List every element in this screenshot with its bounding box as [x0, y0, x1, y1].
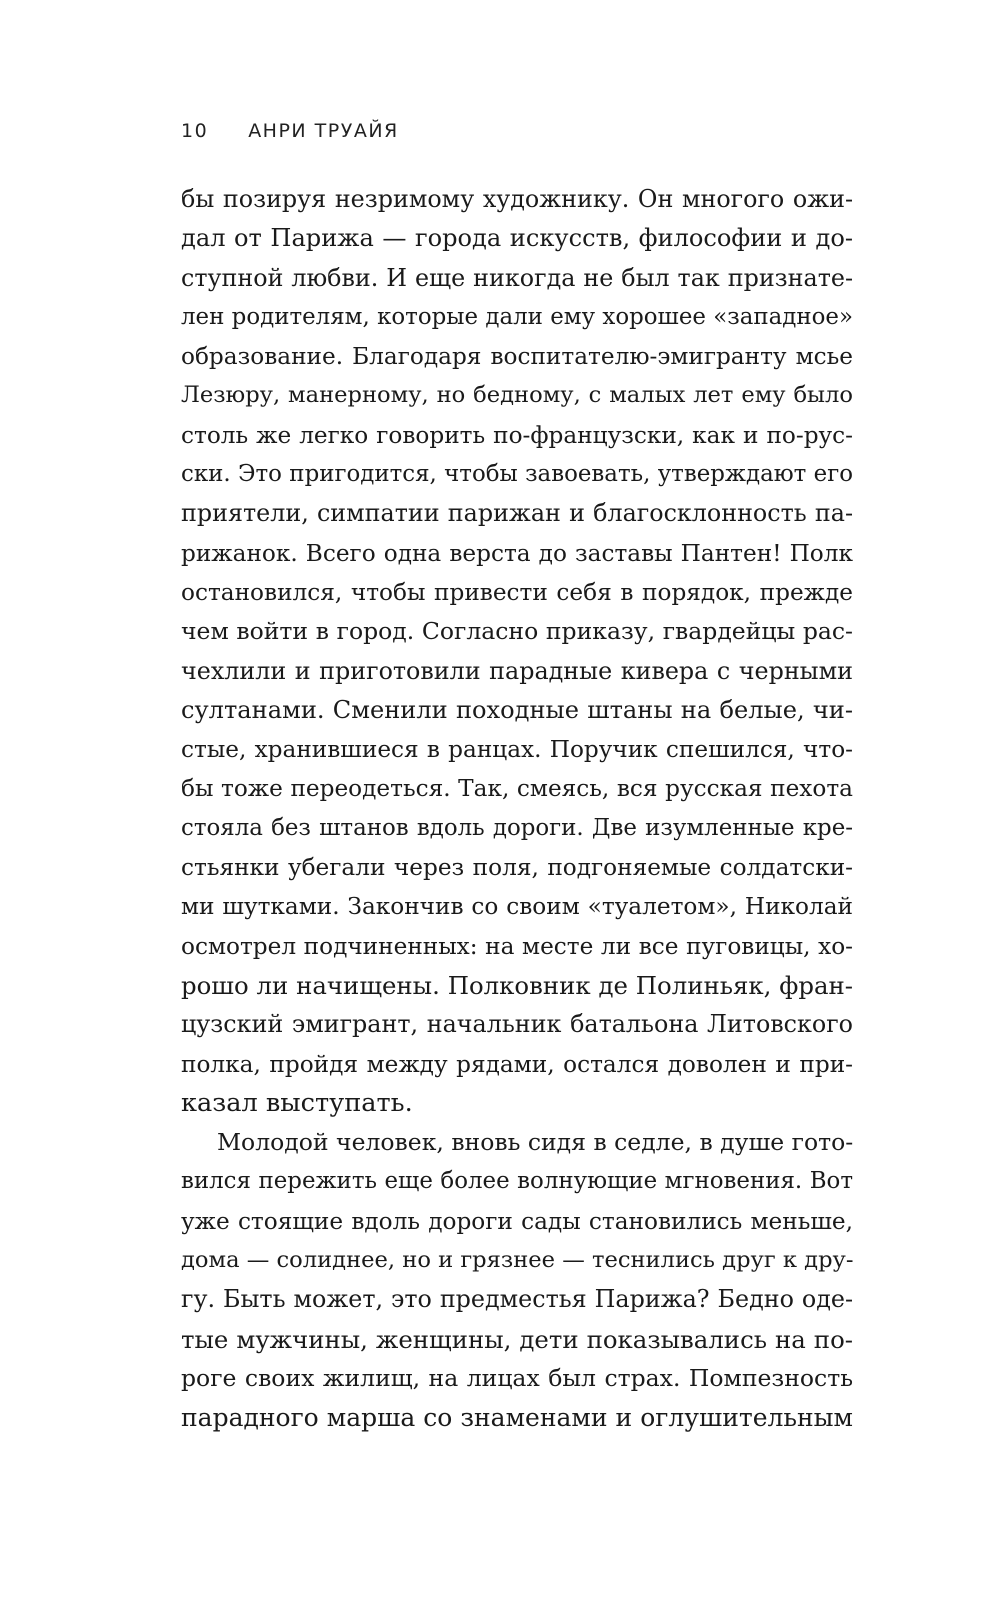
text-line: полка, пройдя между рядами, остался доволен и при-	[181, 1050, 853, 1078]
text-line: бы тоже переодеться. Так, смеясь, вся русская пехота	[181, 775, 853, 803]
text-line: рижанок. Всего одна верста до заставы Пантен! Полк	[181, 539, 853, 567]
text-line: лен родителям, которые дали ему хорошее «западное»	[181, 303, 853, 330]
text-line: столь же легко говорить по-французски, как и по-рус-	[181, 421, 853, 449]
text-line: ми шутками. Закончив со своим «туалетом», Николай	[181, 893, 853, 921]
text-line: Молодой человек, вновь сидя в седле, в душе гото-	[217, 1128, 853, 1157]
text-line: приятели, симпатии парижан и благосклонность па-	[181, 499, 853, 528]
text-line: казал выступать.	[181, 1087, 413, 1118]
paragraph	[181, 180, 853, 1123]
text-line: парадного марша со знаменами и оглушительным	[181, 1403, 853, 1433]
text-line: вился пережить еще более волнующие мгновения. Вот	[181, 1168, 853, 1195]
text-line: гу. Быть может, это предместья Парижа? Бедно оде-	[181, 1285, 853, 1314]
text-line: дома — солиднее, но и грязнее — теснились друг к дру-	[181, 1247, 853, 1274]
text-line: образование. Благодаря воспитателю-эмигранту мсье	[181, 343, 853, 371]
text-line: стьянки убегали через поля, подгоняемые солдатски-	[181, 854, 853, 882]
page-number: 10	[181, 120, 209, 142]
text-line: уже стоящие вдоль дороги сады становились меньше,	[181, 1207, 853, 1235]
running-head	[181, 120, 399, 142]
text-line: стые, хранившиеся в ранцах. Поручик спешился, что-	[181, 736, 853, 764]
text-line: остановился, чтобы привести себя в порядок, прежде	[181, 578, 853, 606]
text-line: Лезюру, манерному, но бедному, с малых лет ему было	[181, 382, 853, 409]
text-line: роге своих жилищ, на лицах был страх. Помпезность	[181, 1363, 853, 1392]
text-line: рошо ли начищены. Полковник де Полиньяк, фран-	[181, 970, 853, 1000]
text-line: ски. Это пригодится, чтобы завоевать, утверждают его	[181, 461, 853, 488]
text-line: чем войти в город. Согласно приказу, гвардейцы рас-	[181, 617, 853, 646]
text-line: бы позируя незримому художнику. Он многого ожи-	[181, 185, 853, 213]
text-line: осмотрел подчиненных: на месте ли все пуговицы, хо-	[181, 932, 853, 960]
text-line: цузский эмигрант, начальник батальона Литовского	[181, 1010, 853, 1039]
text-line: ступной любви. И еще никогда не был так признате-	[181, 263, 853, 292]
text-line: стояла без штанов вдоль дороги. Две изумленные кре-	[181, 814, 853, 841]
text-line: дал от Парижа — города искусств, философии и до-	[181, 224, 853, 253]
body-text	[181, 180, 853, 1438]
text-line: султанами. Сменили походные штаны на белые, чи-	[181, 695, 853, 724]
paragraph	[181, 1123, 853, 1437]
text-line: чехлили и приготовили парадные кивера с черными	[181, 656, 853, 685]
author-name: АНРИ ТРУАЙЯ	[248, 120, 399, 142]
text-line: тые мужчины, женщины, дети показывались на по-	[181, 1324, 853, 1354]
